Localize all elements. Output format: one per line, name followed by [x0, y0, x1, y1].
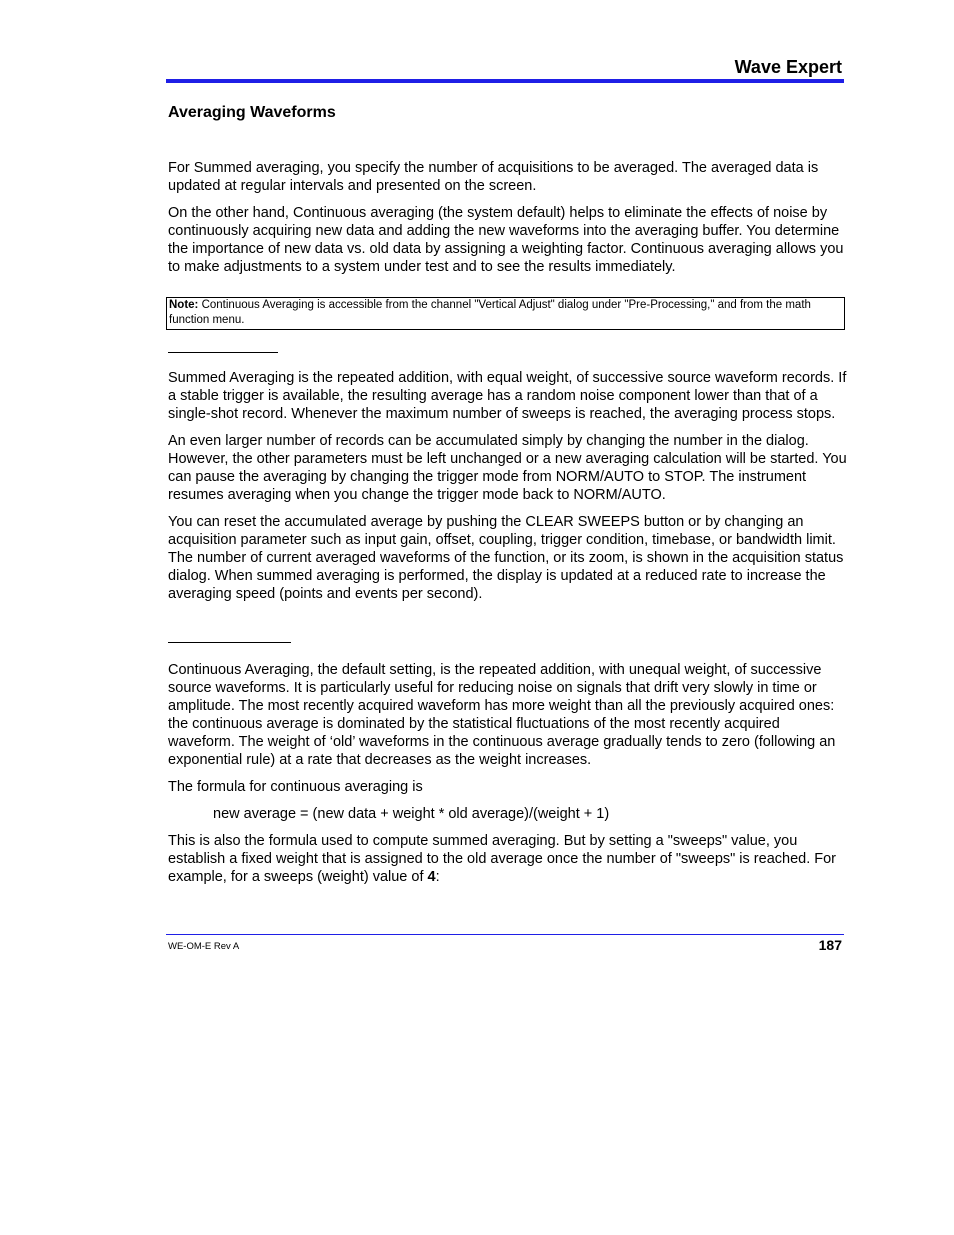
continuous-paragraph-3-text: This is also the formula used to compute summed averaging. But by setting a "sweeps" value, you establish a fixed weight that is assigned to the old average once the number of "sweeps" is reached. For example, for a sweeps (weight) value of [168, 833, 837, 885]
summed-paragraph-1: Summed Averaging is the repeated addition, with equal weight, of successive source waveform records. If a stable trigger is available, the resulting average has a random noise component lower than that of a single-shot record. Whenever the maximum number of sweeps is reached, the averaging process stops. [168, 370, 847, 422]
note-text: Continuous Averaging is accessible from the channel "Vertical Adjust" dialog under "Pre-Processing," and from the math function menu. [169, 299, 811, 326]
footer-doc-id: WE-OM-E Rev A [168, 941, 240, 952]
subheading-rule-summed [168, 352, 278, 353]
intro-section [168, 159, 848, 285]
header-rule [166, 79, 844, 83]
continuous-section [168, 661, 848, 895]
summed-paragraph-2: An even larger number of records can be accumulated simply by changing the number in the dialog. However, the other parameters must be left unchanged or a new averaging calculation will be started. You can pause the averaging by changing the trigger mode from NORM/AUTO to STOP. The instrument resumes averaging when you change the trigger mode back to NORM/AUTO. [168, 433, 847, 503]
footer-rule [166, 934, 844, 935]
subheading-rule-continuous [168, 642, 291, 643]
continuous-paragraph-3 [168, 832, 848, 886]
section-title: Averaging Waveforms [168, 104, 336, 121]
intro-paragraph-1: For Summed averaging, you specify the number of acquisitions to be averaged. The averaged data is updated at regular intervals and presented on the screen. [168, 160, 819, 194]
summed-section [168, 369, 848, 612]
note-label: Note: [169, 299, 199, 311]
continuous-paragraph-2: The formula for continuous averaging is [168, 779, 423, 795]
continuous-paragraph-3-end: : [435, 869, 440, 885]
intro-paragraph-2: On the other hand, Continuous averaging (the system default) helps to eliminate the effects of noise by continuously acquiring new data and adding the new waveforms into the averaging buffer. You determine the importance of new data vs. old data by assigning a weighting factor. Continuous averaging allows you to make adjustments to a system under test and to see the results immediately. [168, 205, 844, 275]
header-title: Wave Expert [734, 57, 842, 77]
formula-line: new average = (new data + weight * old average)/(weight + 1) [213, 806, 610, 822]
summed-paragraph-3: You can reset the accumulated average by pushing the CLEAR SWEEPS button or by changing an acquisition parameter such as input gain, offset, coupling, trigger condition, timebase, or bandwidth limit. The number of current averaged waveforms of the function, or its zoom, is shown in the acquisition status dialog. When summed averaging is performed, the display is updated at a reduced rate to increase the averaging speed (points and events per second). [168, 514, 844, 602]
weight-value: 4 [427, 869, 436, 885]
note-box [166, 297, 845, 330]
page-number: 187 [818, 937, 842, 953]
continuous-paragraph-1: Continuous Averaging, the default setting, is the repeated addition, with unequal weight, of successive source waveforms. It is particularly useful for reducing noise on signals that drift very slowly in time or amplitude. The most recently acquired waveform has more weight than all the previously acquired ones: the continuous average is dominated by the statistical fluctuations of the most recently acquired waveform. The weight of ‘old’ waveforms in the continuous average gradually tends to zero (following an exponential rule) at a rate that decreases as the weight increases. [168, 662, 836, 768]
